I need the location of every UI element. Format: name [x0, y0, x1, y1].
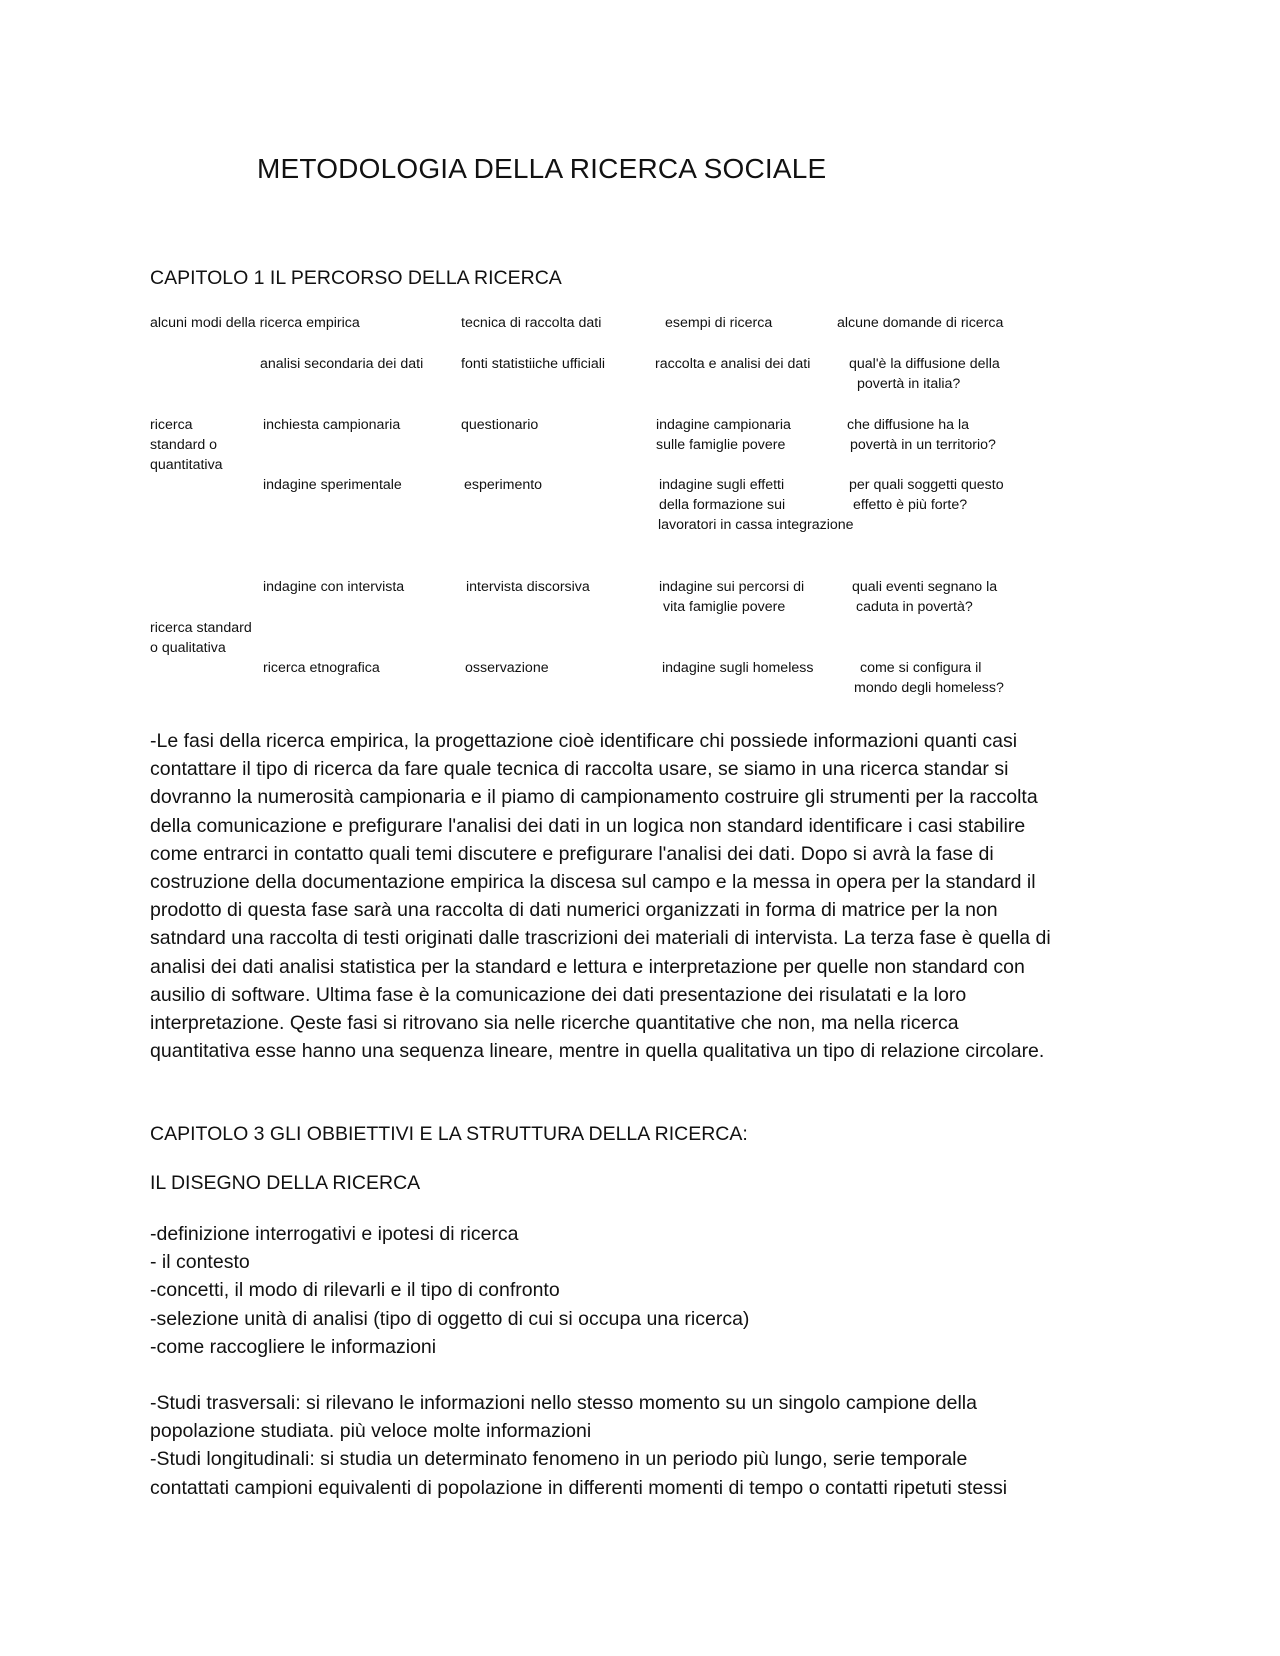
table-cell-technique: fonti statistiiche ufficiali [461, 356, 606, 372]
table-cell-mode: ricerca etnografica [263, 660, 380, 676]
table-cell-question: qual'è la diffusione della povertà in italia? [849, 356, 1000, 392]
list-item: -definizione interrogativi e ipotesi di ricerca [150, 1223, 519, 1245]
group-label-qualitative: ricerca standard o qualitativa [150, 620, 252, 656]
table-header-technique: tecnica di raccolta dati [461, 315, 602, 331]
chapter-1-paragraph: -Le fasi della ricerca empirica, la progettazione cioè identificare chi possiede informazioni quanti casi contattare il tipo di ricerca da fare quale tecnica di raccolta usare, se siamo in una ricerca standar si dovranno la numerosità campionaria e il piamo di campionamento costruire gli strumenti per la raccolta della comunicazione e prefigurare l'analisi dei dati in un logica non standard identificare i casi stabilire come entrarci in contatto quali temi discutere e prefigurare l'analisi dei dati. Dopo si avrà la fase di costruzione della documentazione empirica la discesa sul campo e la messa in opera per la standard il prodotto di questa fase sarà una raccolta di dati numerici organizzati in forma di matrice per la non satndard una raccolta di testi originati dalle trascrizioni dei materiali di intervista. La terza fase è quella di analisi dei dati analisi statistica per la standard e lettura e interpretazione per quelle non standard con ausilio di software. Ultima fase è la comunicazione dei dati presentazione dei risulatati e la loro interpretazione. Qeste fasi si ritrovano sia nelle ricerche quantitative che non, ma nella ricerca quantitativa esse hanno una sequenza lineare, mentre in quella qualitativa un tipo di relazione circolare. [150, 730, 1051, 1063]
document-title: METODOLOGIA DELLA RICERCA SOCIALE [257, 153, 827, 184]
list-item: -concetti, il modo di rilevarli e il tipo di confronto [150, 1279, 560, 1302]
table-cell-example: indagine sugli homeless [662, 660, 814, 676]
table-header-examples: esempi di ricerca [665, 315, 773, 331]
table-header-questions: alcune domande di ricerca [837, 315, 1004, 331]
list-item: -selezione unità di analisi (tipo di oggetto di cui si occupa una ricerca) [150, 1307, 750, 1330]
table-cell-example: indagine sui percorsi di vita famiglie povere [659, 579, 805, 615]
studies-paragraph: -Studi trasversali: si rilevano le informazioni nello stesso momento su un singolo campione della popolazione studiata. più veloce molte informazioni -Studi longitudinali: si studia un determinato fenomeno in un periodo più lungo, serie temporale contattati campioni equivalenti di popolazione in differenti momenti di tempo o contatti ripetuti stessi [150, 1392, 1008, 1499]
list-item: - il contesto [150, 1251, 250, 1274]
table-header-modes: alcuni modi della ricerca empirica [150, 315, 360, 331]
table-cell-technique: esperimento [464, 477, 543, 493]
table-cell-mode: inchiesta campionaria [263, 417, 401, 433]
list-item: -come raccogliere le informazioni [150, 1335, 437, 1358]
table-cell-question: per quali soggetti questo effetto è più forte? [849, 477, 1004, 513]
table-cell-question: quali eventi segnano la caduta in povertà? [852, 579, 998, 615]
table-cell-technique: osservazione [465, 660, 549, 676]
table-cell-technique: intervista discorsiva [466, 579, 590, 595]
chapter-3-subheading: IL DISEGNO DELLA RICERCA [150, 1172, 421, 1194]
table-cell-example: indagine campionaria sulle famiglie povere [656, 417, 791, 453]
table-cell-mode: analisi secondaria dei dati [260, 356, 424, 372]
chapter-3-heading: CAPITOLO 3 GLI OBBIETTIVI E LA STRUTTURA DELLA RICERCA: [150, 1123, 748, 1145]
table-cell-question: che diffusione ha la povertà in un territorio? [847, 417, 996, 453]
table-cell-example: raccolta e analisi dei dati [655, 356, 811, 372]
table-cell-technique: questionario [461, 417, 539, 433]
table-cell-mode: indagine con intervista [263, 579, 405, 595]
group-label-quantitative: ricerca standard o quantitativa [150, 417, 223, 473]
table-cell-mode: indagine sperimentale [263, 477, 402, 493]
table-cell-question: come si configura il mondo degli homeless? [854, 660, 1004, 696]
table-cell-example: indagine sugli effetti della formazione sui lavoratori in cassa integrazione [658, 477, 854, 533]
chapter-1-heading: CAPITOLO 1 IL PERCORSO DELLA RICERCA [150, 267, 562, 289]
research-design-list [150, 1220, 749, 1361]
